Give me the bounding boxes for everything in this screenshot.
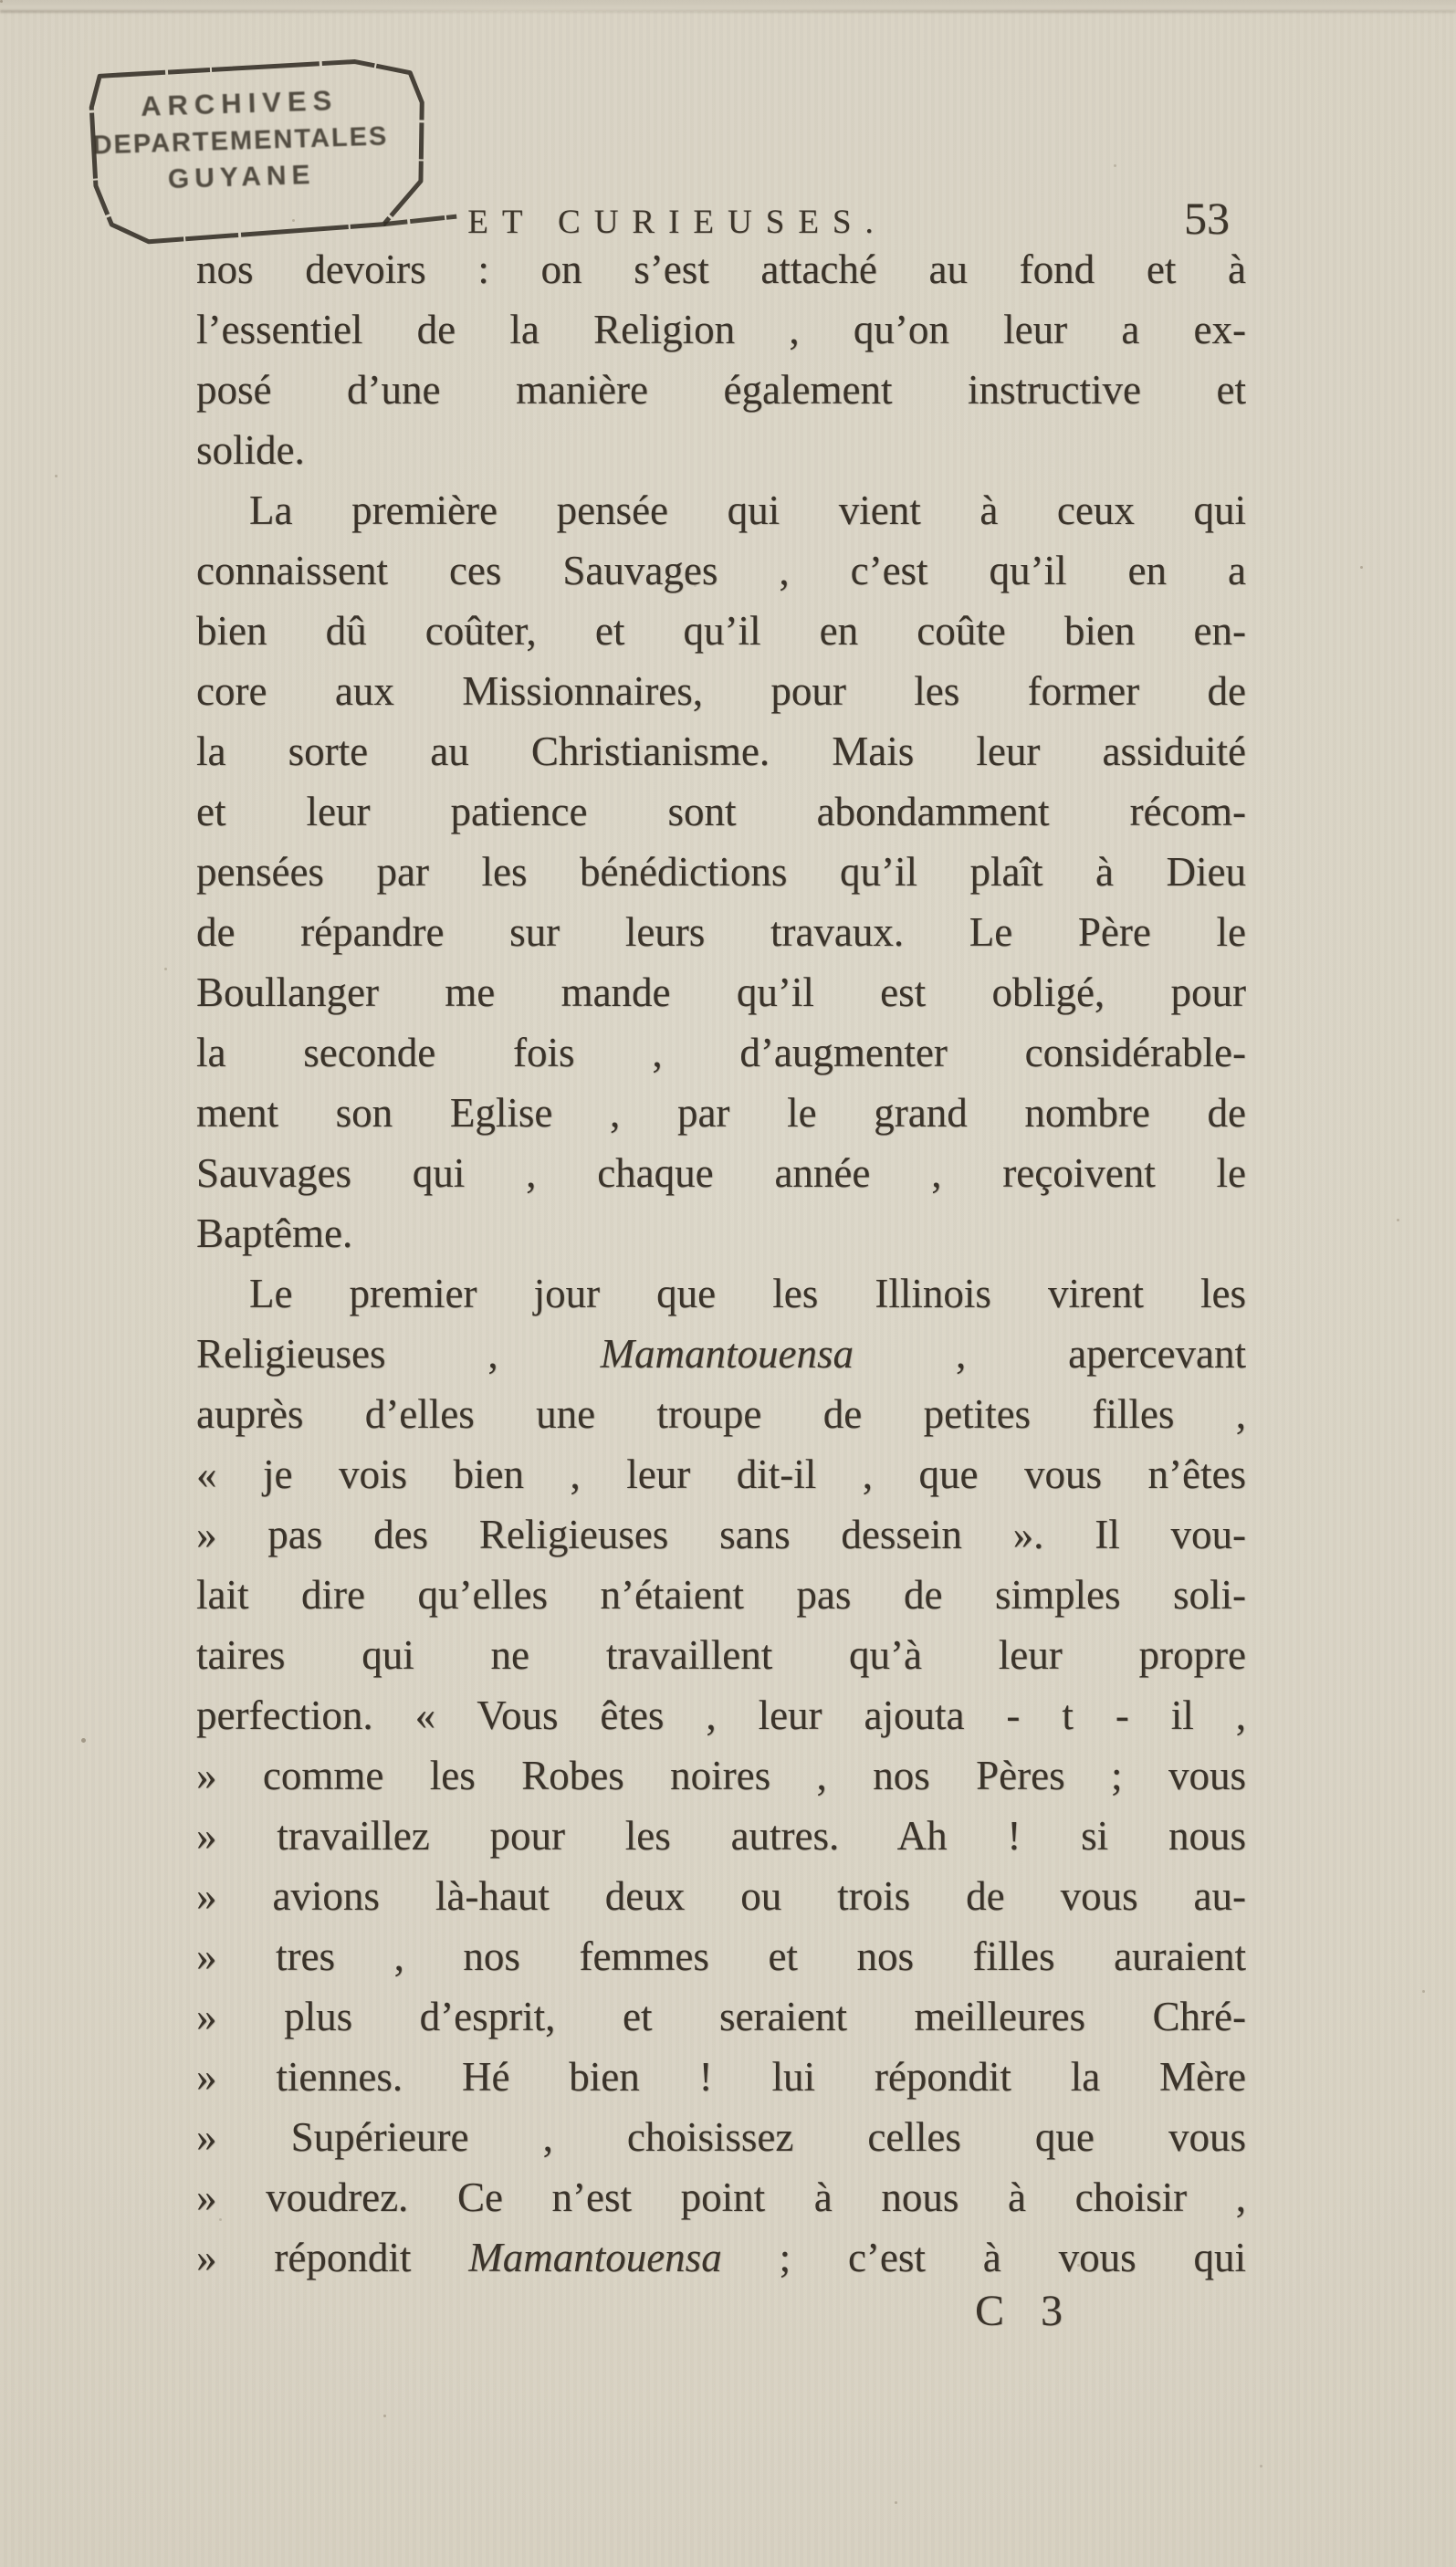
stamp-text <box>52 57 428 199</box>
text-line: posé d’une manière également instructive et <box>196 367 1246 413</box>
text-line: taires qui ne travaillent qu’à leur propre <box>196 1632 1246 1678</box>
text-line: de répandre sur leurs travaux. Le Père le <box>196 909 1246 955</box>
text-line: ment son Eglise , par le grand nombre de <box>196 1090 1246 1136</box>
text-line: Boullanger me mande qu’il est obligé, pour <box>196 969 1246 1015</box>
text-line: la sorte au Christianisme. Mais leur assiduité <box>196 728 1246 774</box>
text-line: Baptême. <box>196 1210 353 1256</box>
stamp-line-archives: ARCHIVES <box>140 84 339 122</box>
running-title: ET CURIEUSES. <box>467 204 887 241</box>
text-line: » tiennes. Hé bien ! lui répondit la Mère <box>196 2054 1246 2100</box>
text-line: » travaillez pour les autres. Ah ! si nous <box>196 1813 1246 1859</box>
text-line: » voudrez. Ce n’est point à nous à choisir , <box>196 2174 1246 2220</box>
text-line: » avions là-haut deux ou trois de vous au- <box>196 1873 1246 1919</box>
text-line: l’essentiel de la Religion , qu’on leur a ex- <box>196 307 1246 352</box>
stamp-line-guyane: GUYANE <box>167 159 317 195</box>
page-number: 53 <box>1184 193 1230 244</box>
signature-mark: C 3 <box>975 2287 1076 2335</box>
text-line: connaissent ces Sauvages , c’est qu’il en a <box>196 548 1246 593</box>
text-line: Le premier jour que les Illinois virent les <box>249 1271 1246 1316</box>
text-line: core aux Missionnaires, pour les former de <box>196 668 1246 714</box>
text-line: pensées par les bénédictions qu’il plaît à Dieu <box>196 849 1246 895</box>
text-line: bien dû coûter, et qu’il en coûte bien en- <box>196 608 1246 654</box>
text-line: nos devoirs : on s’est attaché au fond et à <box>196 246 1246 292</box>
text-line: » Supérieure , choisissez celles que vous <box>196 2114 1246 2160</box>
text-line: » comme les Robes noires , nos Pères ; vous <box>196 1753 1246 1798</box>
text-line: et leur patience sont abondamment récom- <box>196 789 1246 834</box>
paper-crease <box>0 10 1456 13</box>
text-line: auprès d’elles une troupe de petites filles , <box>196 1391 1246 1437</box>
text-line: » tres , nos femmes et nos filles auraient <box>196 1933 1246 1979</box>
text-line: » plus d’esprit, et seraient meilleures Chré- <box>196 1994 1246 2039</box>
text-line: la seconde fois , d’augmenter considérable- <box>196 1030 1246 1075</box>
text-line: » répondit Mamantouensa ; c’est à vous qui <box>196 2235 1246 2280</box>
text-line: perfection. « Vous êtes , leur ajouta - t - il , <box>196 1692 1246 1738</box>
text-line: « je vois bien , leur dit-il , que vous n’êtes <box>196 1451 1246 1497</box>
text-line: La première pensée qui vient à ceux qui <box>249 487 1246 533</box>
text-line: Religieuses , Mamantouensa , apercevant <box>196 1331 1246 1377</box>
text-line: solide. <box>196 427 305 473</box>
body-text <box>196 239 1246 2288</box>
text-line: lait dire qu’elles n’étaient pas de simples soli- <box>196 1572 1246 1618</box>
text-line: » pas des Religieuses sans dessein ». Il vou- <box>196 1512 1246 1557</box>
stamp-line-departementales: DEPARTEMENTALES <box>92 121 389 161</box>
text-line: Sauvages qui , chaque année , reçoivent le <box>196 1150 1246 1196</box>
paper-specks <box>0 0 3 3</box>
